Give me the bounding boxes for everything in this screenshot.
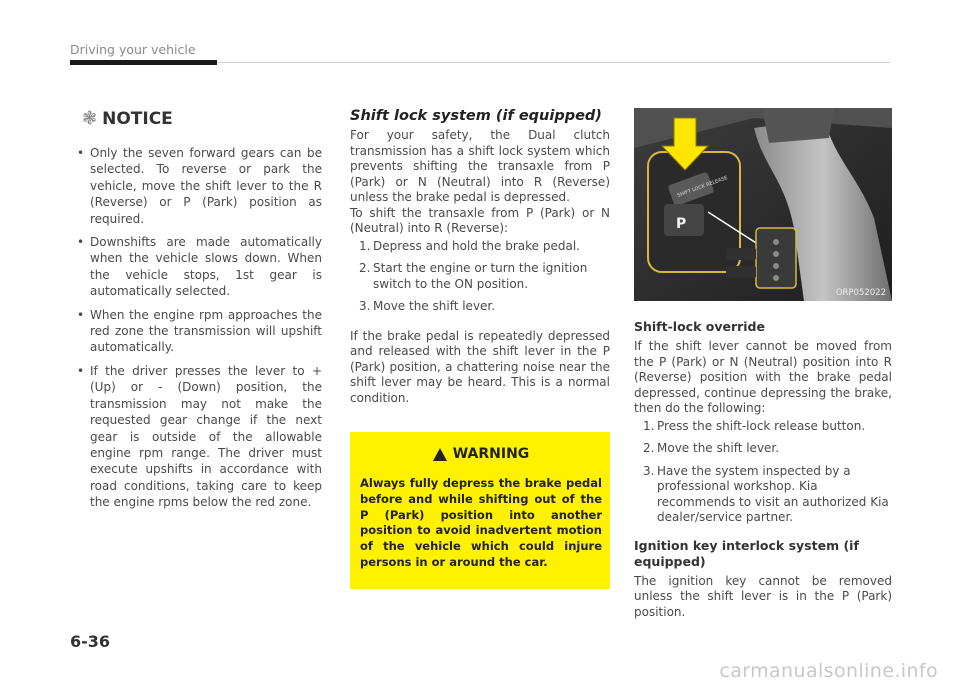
notice-column	[70, 108, 322, 518]
ignition-text: The ignition key cannot be removed unless the shift lever is in the P (Park) position.	[634, 573, 892, 619]
notice-list	[70, 145, 322, 511]
step-text: Have the system inspected by a professional workshop. Kia recommends to visit an authorized Kia dealer/service partner.	[657, 463, 889, 524]
step-item	[634, 419, 892, 435]
shift-lock-column	[350, 108, 610, 589]
step-item	[350, 239, 610, 255]
warning-text: Always fully depress the brake pedal before and while shifting out of the P (Park) position into another position to avoid inadvertent motion of the vehicle which could injure persons in or around the car.	[360, 476, 602, 569]
override-steps	[634, 419, 892, 526]
step-text: Press the shift-lock release button.	[657, 418, 866, 433]
warning-heading	[360, 446, 602, 462]
notice-heading	[82, 108, 322, 129]
step-text: Move the shift lever.	[373, 299, 496, 313]
step-item	[634, 464, 892, 526]
step-item	[350, 299, 610, 315]
gear-letter-p: P	[676, 216, 687, 232]
step-number: 2.	[643, 441, 655, 455]
bullet-icon: •	[77, 146, 85, 160]
warning-title: WARNING	[452, 446, 530, 462]
notice-item	[70, 307, 322, 356]
shift-console-illustration	[634, 108, 892, 301]
warning-triangle-icon	[433, 448, 447, 461]
asterisk-icon: ❃	[82, 108, 98, 129]
shift-lever-photo	[634, 108, 892, 301]
shift-lock-title: Shift lock system (if equipped)	[350, 108, 602, 124]
shift-lock-instruction: To shift the transaxle from P (Park) or N (Neutral) into R (Reverse):	[350, 205, 610, 235]
notice-item	[70, 234, 322, 300]
step-number: 2.	[359, 261, 371, 275]
ignition-title: Ignition key interlock system (if equipped)	[634, 537, 859, 569]
override-title: Shift-lock override	[634, 319, 765, 334]
notice-item-text: Only the seven forward gears can be selected. To reverse or park the vehicle, move the shift lever to the R (Reverse) or P (Park) position as required.	[90, 146, 322, 226]
notice-title: NOTICE	[102, 108, 173, 129]
override-section	[634, 319, 892, 526]
notice-item-text: Downshifts are made automatically when the vehicle slows down. When the vehicle stops, 1st gear is automatically selected.	[90, 235, 322, 299]
warning-box	[350, 432, 610, 589]
step-text: Start the engine or turn the ignition switch to the ON position.	[373, 261, 588, 291]
override-column	[634, 108, 892, 620]
override-intro: If the shift lever cannot be moved from the P (Park) or N (Neutral) position into R (Reverse) position with the brake pedal depressed, continue depressing the brake, then do the following:	[634, 339, 892, 415]
step-item	[634, 441, 892, 457]
page-number: 6-36	[70, 632, 111, 651]
figure-code: ORP052022	[835, 288, 886, 298]
bullet-icon: •	[77, 363, 85, 378]
step-number: 3.	[359, 299, 371, 313]
step-text: Move the shift lever.	[657, 441, 780, 455]
step-item	[350, 261, 610, 292]
shift-lock-intro: For your safety, the Dual clutch transmission has a shift lock system which prevents shifting the transaxle from P (Park) or N (Neutral) into R (Reverse) unless the brake pedal is depressed.	[350, 128, 610, 204]
shift-lock-note: If the brake pedal is repeatedly depressed and released with the shift lever in the P (Park) position, a chattering noise near the shift lever may be heard. This is a normal condition.	[350, 328, 610, 405]
section-header-rule	[217, 62, 890, 63]
notice-item-text: If the driver presses the lever to + (Up) or - (Down) position, the transmission may not make the requested gear change if the next gear is outside of the allowable engine rpm range. The driver must execute upshifts in accordance with road conditions, taking care to keep the engine rpms below the red zone.	[90, 363, 322, 510]
site-watermark: carmanualsonline.info	[719, 660, 938, 682]
step-number: 1.	[643, 418, 655, 433]
release-button-label: SHIFT LOCK RELEASE	[676, 175, 729, 199]
notice-item	[70, 145, 322, 227]
section-header-bar	[70, 60, 217, 65]
bullet-icon: •	[77, 235, 85, 250]
bullet-icon: •	[77, 307, 85, 322]
notice-item	[70, 363, 322, 511]
ignition-section	[634, 538, 892, 621]
shift-lock-steps	[350, 239, 610, 315]
step-text: Depress and hold the brake pedal.	[373, 238, 580, 253]
step-number: 3.	[643, 463, 655, 478]
notice-item-text: When the engine rpm approaches the red zone the transmission will upshift automatically.	[90, 307, 322, 355]
section-header-label: Driving your vehicle	[70, 42, 196, 57]
step-number: 1.	[359, 238, 371, 253]
